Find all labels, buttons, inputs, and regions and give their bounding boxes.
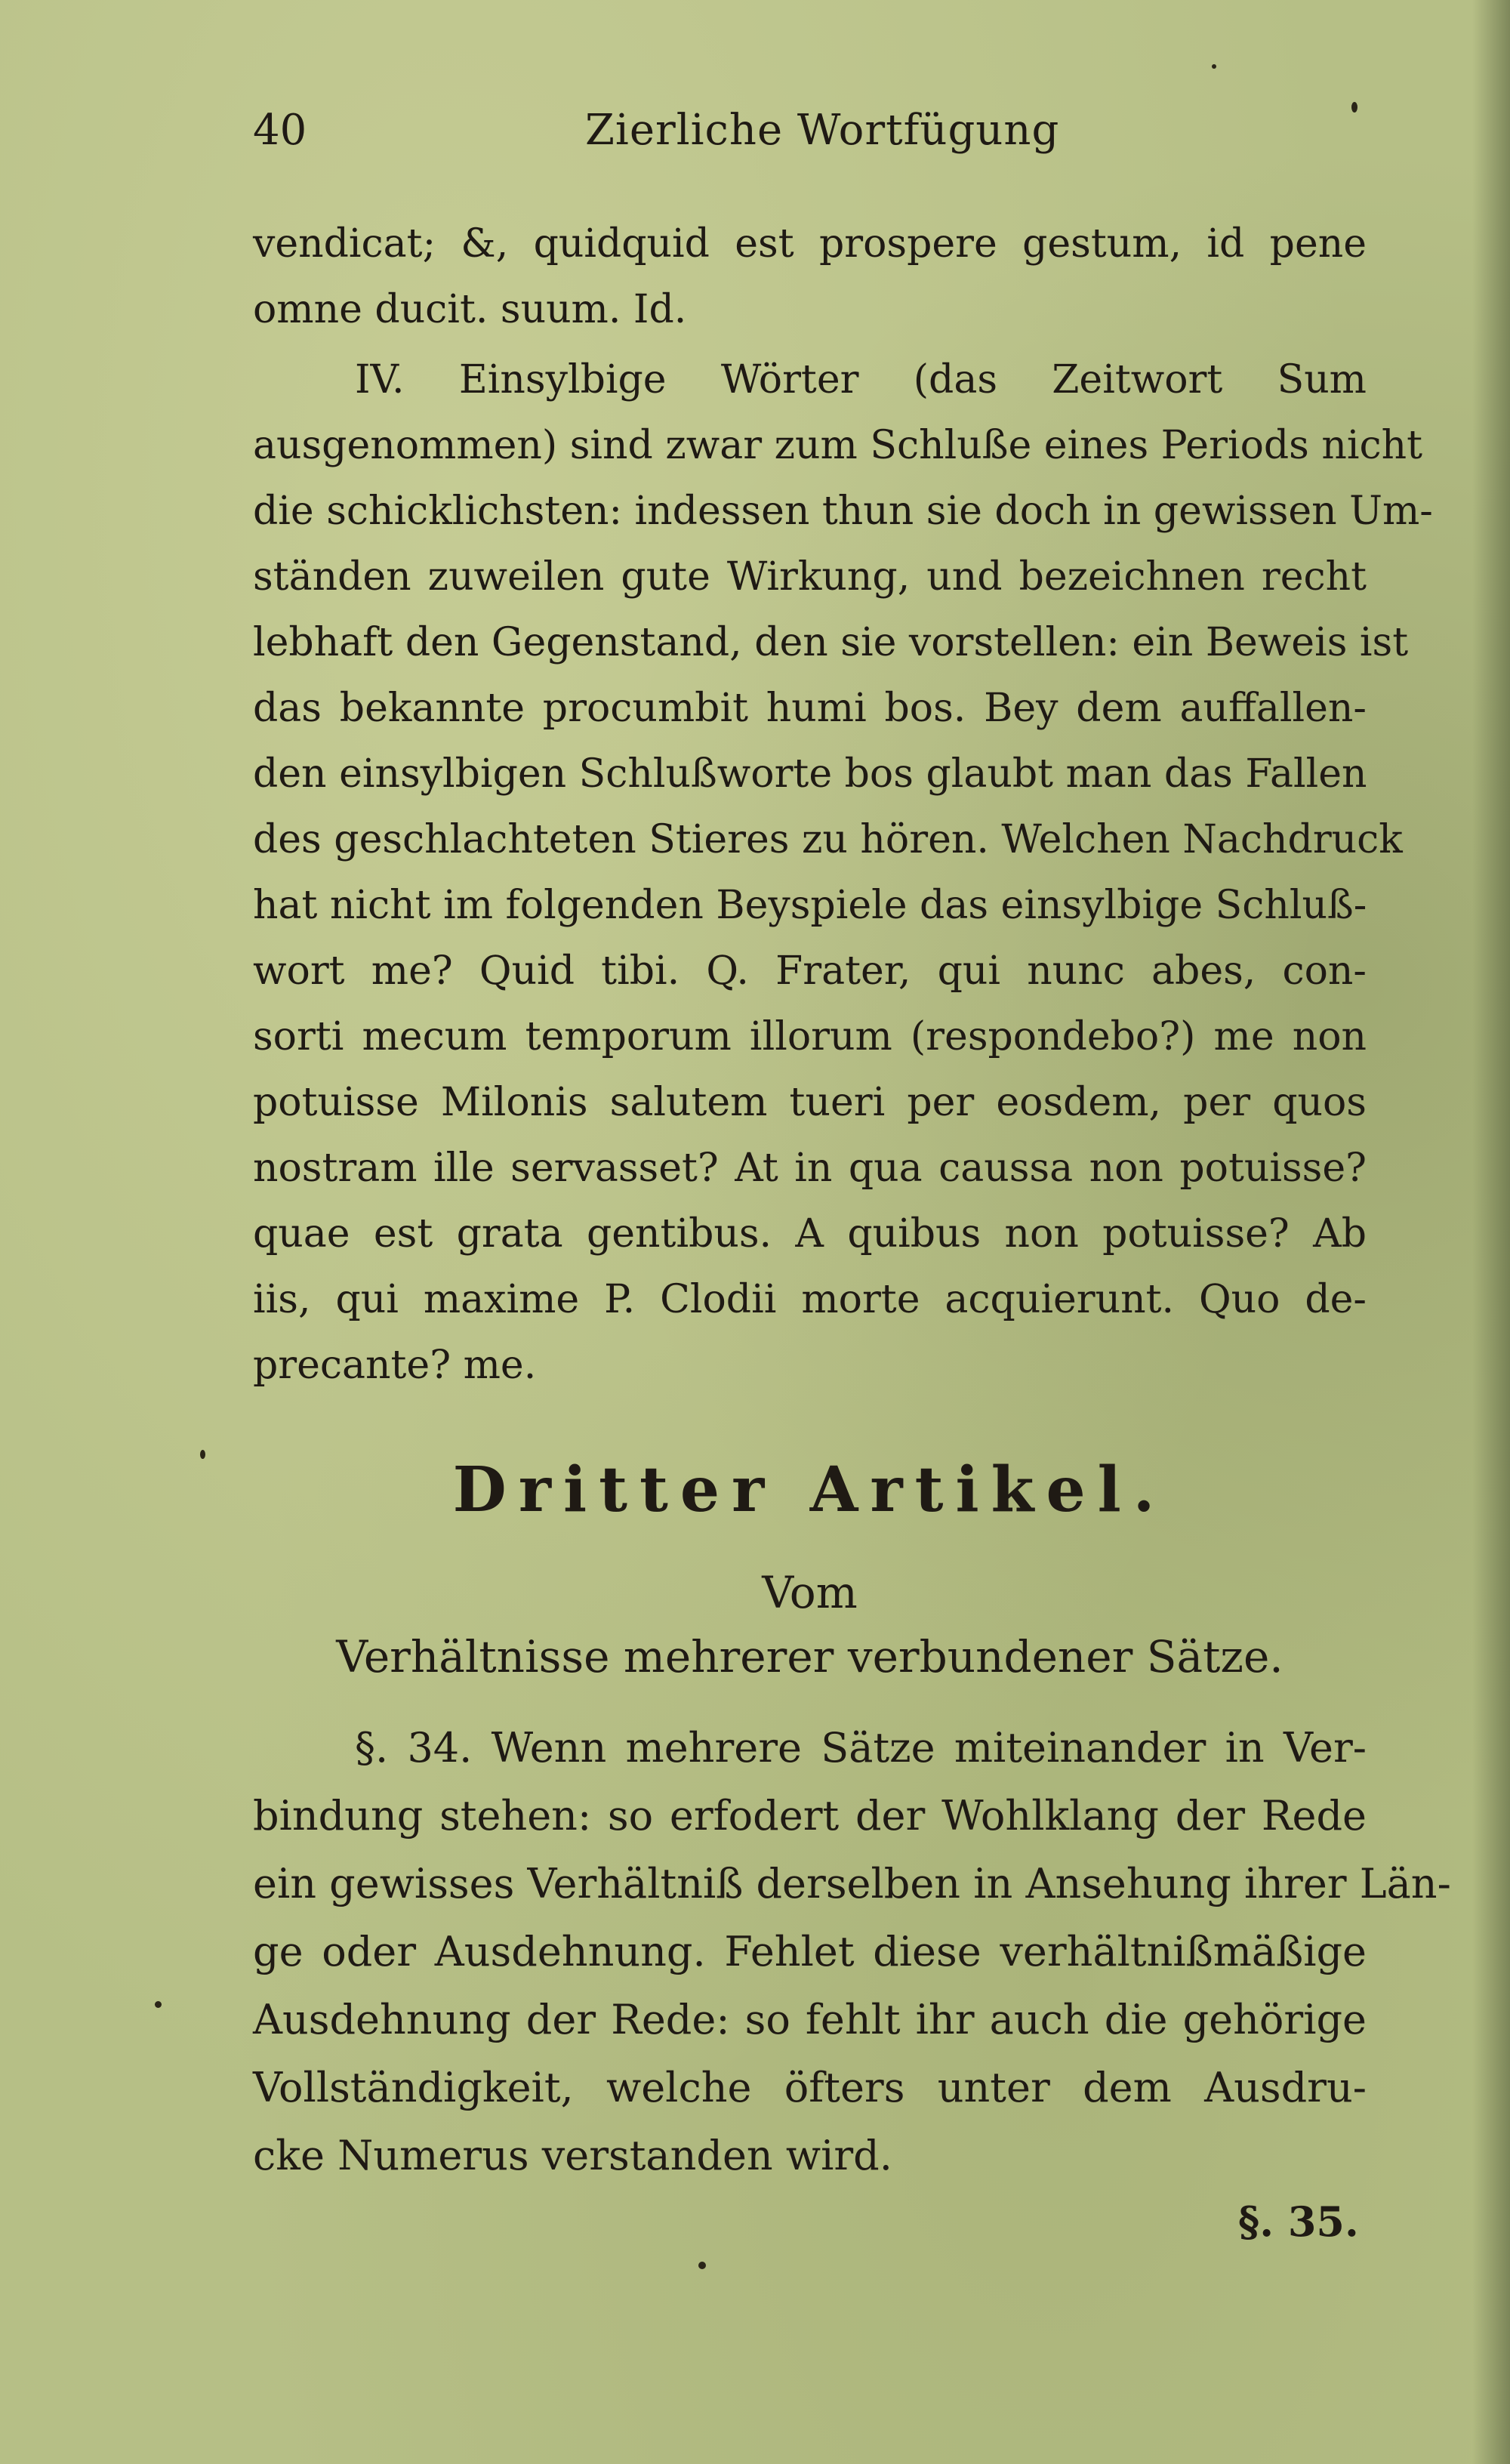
- text-line: das bekannte procumbit humi bos. Bey dem auffallen-: [253, 686, 1367, 731]
- text-line: lebhaft den Gegenstand, den sie vorstellen: ein Beweis ist: [253, 620, 1409, 665]
- text-line: ausgenommen) sind zwar zum Schluße eines Periods nicht: [253, 423, 1423, 468]
- section-subtitle: Verhältnisse mehrerer verbundener Sätze.: [336, 1631, 1284, 1682]
- text-line: die schicklichsten: indessen thun sie doch in gewissen Um-: [253, 489, 1433, 534]
- page-header: [253, 106, 1370, 166]
- text-line: bindung stehen: so erfodert der Wohlklang der Rede: [253, 1792, 1367, 1840]
- text-line: vendicat; &, quidquid est prospere gestum, id pene: [253, 221, 1367, 267]
- page-edge-shadow: [1472, 0, 1510, 2464]
- ink-speck: [1351, 102, 1357, 113]
- text-line: ge oder Ausdehnung. Fehlet diese verhältnißmäßige: [253, 1928, 1367, 1975]
- text-line: iis, qui maxime P. Clodii morte acquierunt. Quo de-: [253, 1277, 1367, 1322]
- text-line: hat nicht im folgenden Beyspiele das einsylbige Schluß-: [253, 883, 1367, 928]
- text-line: wort me? Quid tibi. Q. Frater, qui nunc abes, con-: [253, 948, 1367, 994]
- paragraph-1: [253, 211, 1367, 343]
- catchword: §. 35.: [1238, 2197, 1359, 2246]
- text-line: Ausdehnung der Rede: so fehlt ihr auch die gehörige: [253, 1996, 1367, 2043]
- text-line: sorti mecum temporum illorum (respondebo?) me non: [253, 1014, 1367, 1059]
- text-line: quae est grata gentibus. A quibus non potuisse? Ab: [253, 1211, 1367, 1257]
- text-line: §. 34. Wenn mehrere Sätze miteinander in Ver-: [355, 1724, 1367, 1772]
- main-text: [253, 211, 1433, 1399]
- text-line: omne ducit. suum. Id.: [253, 287, 687, 332]
- text-line: ein gewisses Verhältniß derselben in Ansehung ihrer Län-: [253, 1860, 1451, 1907]
- text-line: den einsylbigen Schlußworte bos glaubt man das Fallen: [253, 751, 1367, 797]
- section-heading-vom: Vom: [762, 1567, 858, 1618]
- text-line: cke Numerus verstanden wird.: [253, 2132, 892, 2179]
- text-line: nostram ille servasset? At in qua caussa non potuisse?: [253, 1146, 1367, 1191]
- text-line: Vollständigkeit, welche öfters unter dem Ausdru-: [253, 2064, 1367, 2111]
- text-line: ständen zuweilen gute Wirkung, und bezeichnen recht: [253, 554, 1367, 600]
- ink-speck: [1212, 64, 1216, 69]
- section-heading: Dritter Artikel.: [452, 1454, 1167, 1526]
- text-line: potuisse Milonis salutem tueri per eosdem, per quos: [253, 1080, 1367, 1125]
- section-text: [253, 1714, 1451, 2190]
- text-line: IV. Einsylbige Wörter (das Zeitwort Sum: [355, 357, 1367, 402]
- page-number: 40: [253, 106, 307, 155]
- ink-speck: [200, 1450, 205, 1459]
- running-title: Zierliche Wortfügung: [585, 106, 1060, 155]
- ink-speck: [155, 2001, 162, 2008]
- text-line: precante? me.: [253, 1343, 537, 1388]
- text-line: des geschlachteten Stieres zu hören. Welchen Nachdruck: [253, 817, 1403, 862]
- paragraph-2: [253, 347, 1433, 1399]
- ink-speck: [698, 2262, 706, 2269]
